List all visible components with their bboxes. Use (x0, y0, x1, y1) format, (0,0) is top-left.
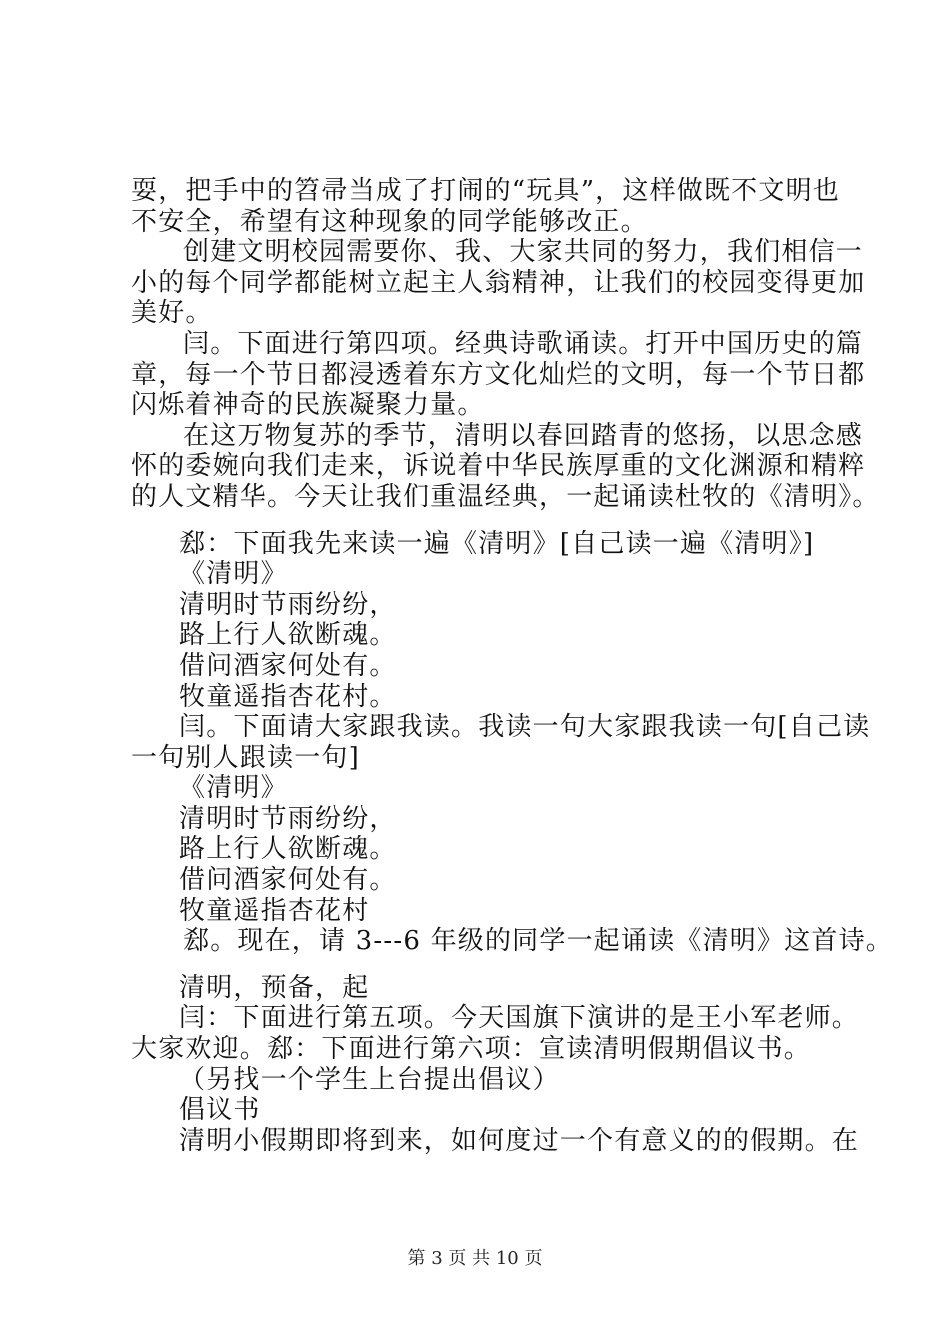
text-line: 创建文明校园需要你、我、大家共同的努力，我们相信一 (183, 237, 864, 268)
text-line: 大家欢迎。郄：下面进行第六项：宣读清明假期倡议书。 (131, 1034, 812, 1065)
paragraph-gap (131, 957, 851, 973)
text-line: 章，每一个节日都浸透着东方文化灿烂的文明，每一个节日都 (131, 359, 866, 390)
text-line: 不安全，希望有这种现象的同学能够改正。 (131, 206, 648, 237)
document-body (131, 176, 893, 1156)
poem-line: 路上行人欲断魂。 (179, 620, 397, 651)
poem-line: 路上行人欲断魂。 (179, 834, 397, 865)
text-line: 的人文精华。今天让我们重温经典，一起诵读杜牧的《清明》。 (131, 481, 880, 512)
poem-line: 牧童遥指杏花村 (179, 895, 370, 926)
poem-line: 清明时节雨纷纷， (179, 589, 397, 620)
poem-line: 清明时节雨纷纷， (179, 803, 397, 834)
poem-line: 牧童遥指杏花村。 (179, 681, 397, 712)
text-line: 郄。现在，请 3---6 年级的同学一起诵读《清明》这首诗。 (183, 926, 893, 957)
section-heading: 倡议书 (179, 1095, 261, 1126)
text-line: 耍，把手中的笤帚当成了打闹的“玩具”，这样做既不文明也 (131, 176, 840, 206)
page-number-footer: 第 3 页 共 10 页 (407, 1248, 543, 1269)
text-line: 怀的委婉向我们走来，诉说着中华民族厚重的文化渊源和精粹 (131, 451, 866, 482)
poem-line: 借问酒家何处有。 (179, 865, 397, 896)
text-line: 清明小假期即将到来，如何度过一个有意义的的假期。在 (179, 1125, 860, 1156)
text-line: 闫。下面进行第四项。经典诗歌诵读。打开中国历史的篇 (183, 328, 864, 359)
poem-title: 《清明》 (179, 559, 288, 590)
poem-title: 《清明》 (179, 773, 288, 804)
text-line: 美好。 (131, 298, 213, 329)
text-line: 闫：下面进行第五项。今天国旗下演讲的是王小军老师。 (179, 1003, 860, 1034)
text-line: 闫。下面请大家跟我读。我读一句大家跟我读一句[自己读 (179, 712, 871, 743)
text-line: 在这万物复苏的季节，清明以春回踏青的悠扬，以思念感 (183, 420, 864, 451)
text-line: 一句别人跟读一句] (131, 742, 360, 773)
text-line: 小的每个同学都能树立起主人翁精神，让我们的校园变得更加 (131, 267, 866, 298)
text-line: 闪烁着神奇的民族凝聚力量。 (131, 390, 485, 421)
paragraph-gap (131, 513, 851, 529)
poem-line: 借问酒家何处有。 (179, 650, 397, 681)
text-line: 清明，预备，起 (179, 972, 370, 1003)
text-line: 郄：下面我先来读一遍《清明》[自己读一遍《清明》] (179, 528, 815, 559)
text-line: （另找一个学生上台提出倡议） (179, 1064, 560, 1095)
